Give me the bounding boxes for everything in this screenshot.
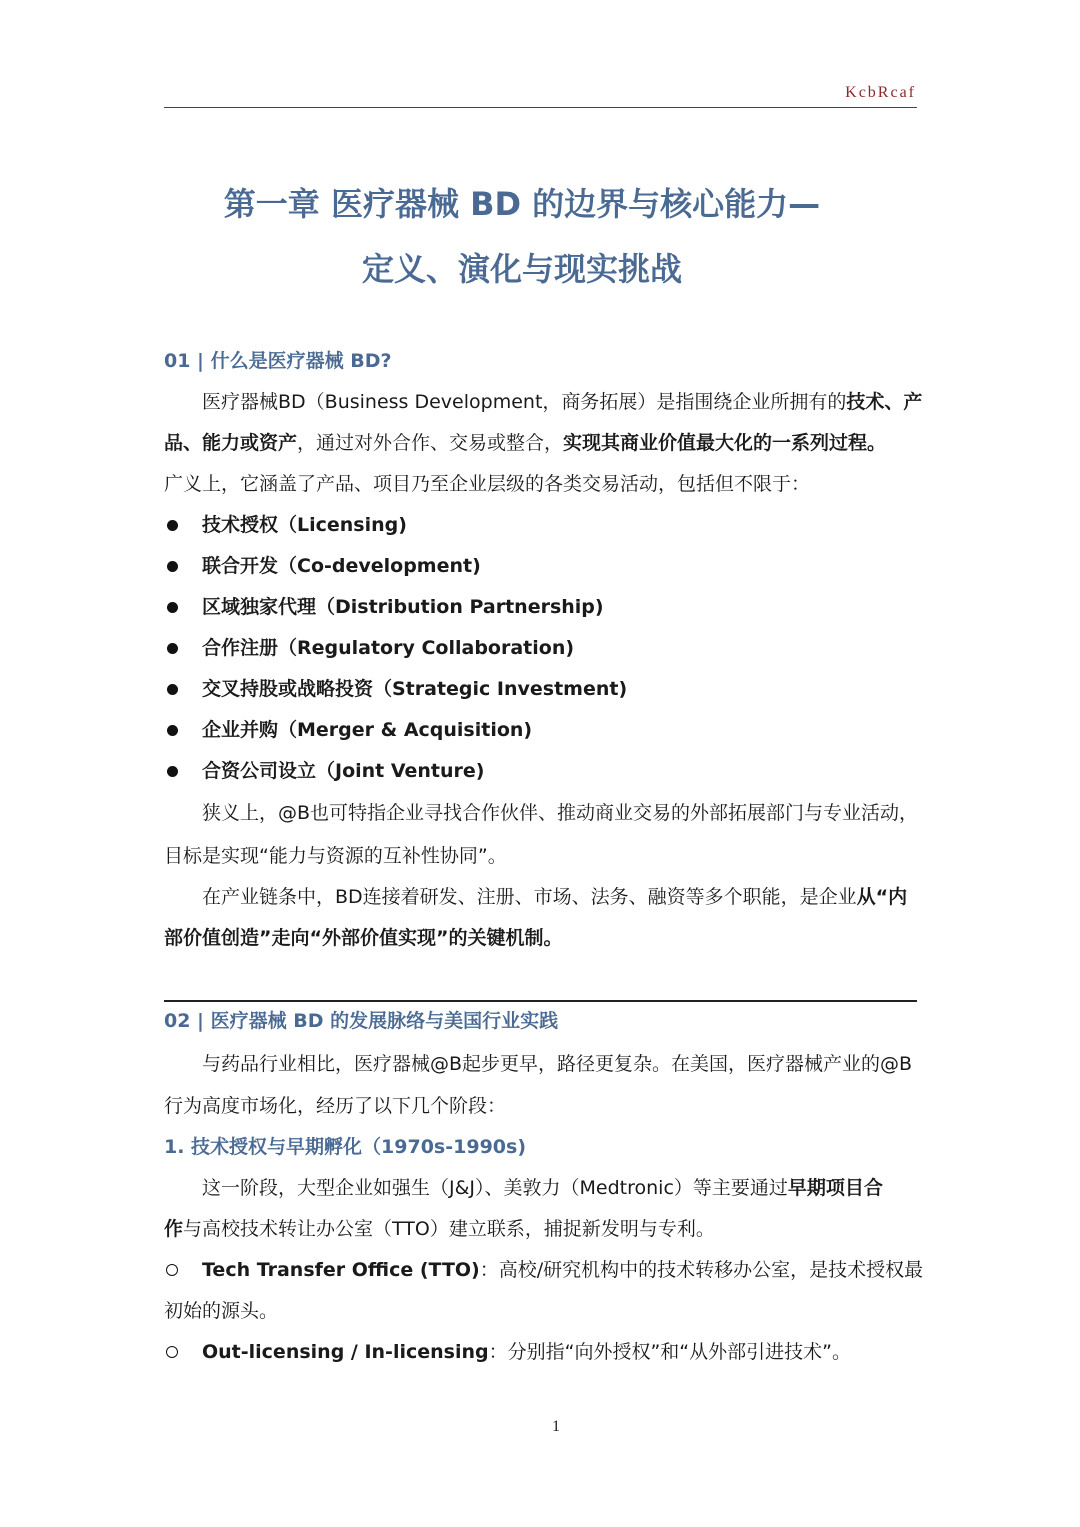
bullet-text: 联合开发（Co-development) bbox=[202, 555, 481, 577]
bullet-text: 合资公司设立（Joint Venture) bbox=[202, 760, 485, 782]
section1-p1-bold-d: 实现其商业价值最大化的一系列过程。 bbox=[563, 432, 887, 454]
stage1-bold-c: 作 bbox=[164, 1218, 184, 1240]
section1-p1-bold-a: 技术、产 bbox=[846, 391, 923, 413]
section1-p1-line2 bbox=[164, 430, 924, 456]
section1-p1-text-c: ，通过对外合作、交易或整合， bbox=[297, 432, 564, 454]
bullet-text: 合作注册（Regulatory Collaboration) bbox=[202, 637, 575, 659]
stage1-p-line1 bbox=[164, 1175, 962, 1201]
bullet-circle-icon bbox=[166, 1264, 178, 1276]
sub-bullet-desc: ：分别指“向外授权”和“从外部引进技术”。 bbox=[488, 1341, 851, 1363]
section1-p4-bold-b: 从“内 bbox=[856, 886, 908, 908]
section-divider bbox=[164, 1000, 917, 1002]
bullet-text: 技术授权（Licensing) bbox=[202, 514, 407, 536]
stage1-text-a: 这一阶段，大型企业如强生（J&J）、美敦力（Medtronic）等主要通过 bbox=[202, 1177, 788, 1199]
section1-p1-text-a: 医疗器械BD（Business Development，商务拓展）是指围绕企业所拥有的 bbox=[202, 391, 847, 413]
bullet-dot-icon bbox=[167, 602, 178, 613]
sub-bullet-text bbox=[202, 1339, 851, 1365]
chapter-title-line1: 第一章 医疗器械 BD 的边界与核心能力— bbox=[223, 185, 821, 223]
section1-title: 01 | 什么是医疗器械 BD? bbox=[164, 350, 392, 372]
stage1-title: 1. 技术授权与早期孵化（1970s-1990s) bbox=[164, 1136, 527, 1158]
section1-p1-line1 bbox=[164, 389, 962, 415]
section1-p3-line1: 狭义上，@B也可特指企业寻找合作伙伴、推动商业交易的外部拓展部门与专业活动， bbox=[202, 802, 919, 824]
bullet-dot-icon bbox=[167, 643, 178, 654]
bullet-text: 交叉持股或战略投资（Strategic Investment) bbox=[202, 678, 628, 700]
stage1-bold-b: 早期项目合 bbox=[787, 1177, 883, 1199]
bullet-dot-icon bbox=[167, 684, 178, 695]
sub-bullet-continuation: 初始的源头。 bbox=[164, 1300, 279, 1322]
header-rule bbox=[164, 107, 917, 108]
section1-p4-line2: 部价值创造”走向“外部价值实现”的关键机制。 bbox=[164, 927, 563, 949]
section1-p3-line2: 目标是实现“能力与资源的互补性协同”。 bbox=[164, 845, 507, 867]
bullet-dot-icon bbox=[167, 766, 178, 777]
bullet-text: 企业并购（Merger & Acquisition) bbox=[202, 719, 533, 741]
bullet-dot-icon bbox=[167, 725, 178, 736]
section2-p1-line1: 与药品行业相比，医疗器械@B起步更早，路径更复杂。在美国，医疗器械产业的@B bbox=[202, 1053, 913, 1075]
bullet-dot-icon bbox=[167, 561, 178, 572]
bullet-text: 区域独家代理（Distribution Partnership) bbox=[202, 596, 604, 618]
chapter-title-line2: 定义、演化与现实挑战 bbox=[361, 250, 682, 288]
section1-p4-line1 bbox=[164, 884, 962, 910]
sub-bullet-desc: ：高校/研究机构中的技术转移办公室，是技术授权最 bbox=[479, 1259, 924, 1281]
page-number: 1 bbox=[552, 1418, 560, 1435]
section2-title: 02 | 医疗器械 BD 的发展脉络与美国行业实践 bbox=[164, 1010, 559, 1032]
stage1-p-line2 bbox=[164, 1216, 924, 1242]
header-brand: KcbRcaf bbox=[845, 84, 916, 101]
stage1-text-d: 与高校技术转让办公室（TTO）建立联系，捕捉新发明与专利。 bbox=[183, 1218, 715, 1240]
bullet-dot-icon bbox=[167, 520, 178, 531]
bullet-circle-icon bbox=[166, 1346, 178, 1358]
section2-p1-line2: 行为高度市场化，经历了以下几个阶段： bbox=[164, 1095, 507, 1117]
sub-bullet-term: Tech Transfer Office (TTO) bbox=[202, 1259, 480, 1281]
section1-p1-bold-b: 品、能力或资产 bbox=[164, 432, 298, 454]
section1-p2: 广义上，它涵盖了产品、项目乃至企业层级的各类交易活动，包括但不限于： bbox=[164, 473, 811, 495]
section1-p4-text-a: 在产业链条中，BD连接着研发、注册、市场、法务、融资等多个职能，是企业 bbox=[202, 886, 857, 908]
sub-bullet-term: Out-licensing / In-licensing bbox=[202, 1341, 489, 1363]
sub-bullet-text bbox=[202, 1257, 923, 1283]
